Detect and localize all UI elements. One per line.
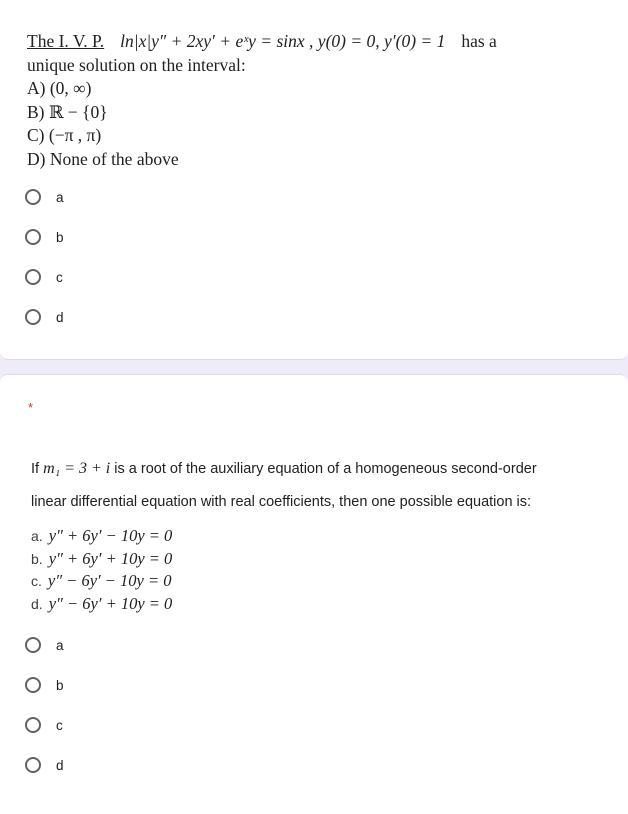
option-label: c [56, 269, 63, 285]
radio-icon[interactable] [25, 189, 41, 205]
choice-letter: d. [31, 595, 43, 612]
radio-icon[interactable] [25, 229, 41, 245]
question-1-line-2: unique solution on the interval: [27, 54, 246, 75]
question-2-option-c[interactable] [25, 714, 63, 736]
question-2-choice-d [31, 593, 172, 616]
radio-icon[interactable] [25, 269, 41, 285]
radio-icon[interactable] [25, 309, 41, 325]
question-1-option-b[interactable] [25, 226, 64, 248]
question-card-1 [0, 0, 628, 360]
question-1-choice-c: C) (−π , π) [27, 125, 102, 145]
question-2-root: m₁ = 3 + i [43, 460, 111, 477]
option-label: b [56, 677, 64, 693]
question-2-choices [31, 525, 172, 615]
question-2-choice-a [31, 525, 172, 548]
question-2-line-1-rest: is a root of the auxiliary equation of a homogeneous second-order [114, 461, 537, 477]
option-label: c [56, 717, 63, 733]
question-1-option-a[interactable] [25, 186, 64, 208]
question-1-option-c[interactable] [25, 266, 63, 288]
question-1-option-d[interactable] [25, 306, 64, 328]
radio-icon[interactable] [25, 637, 41, 653]
option-label: d [56, 309, 64, 325]
question-1-line-1 [27, 30, 617, 54]
question-2-choice-b [31, 548, 172, 571]
radio-icon[interactable] [25, 717, 41, 733]
question-2-line-2: linear differential equation with real coefficients, then one possible equation is: [31, 494, 532, 510]
choice-equation: y″ − 6y′ − 10y = 0 [47, 571, 172, 590]
choice-letter: a. [31, 528, 43, 544]
choice-letter: c. [31, 573, 42, 589]
question-2-option-b[interactable] [25, 674, 64, 696]
question-1-text [27, 30, 617, 171]
question-1-choice-d: D) None of the above [27, 148, 179, 169]
radio-icon[interactable] [25, 757, 41, 773]
question-1-choice-a: A) (0, ∞) [27, 78, 92, 98]
question-2-option-d[interactable] [25, 754, 64, 776]
required-asterisk: * [28, 400, 34, 415]
question-1-prefix: The I. V. P. [27, 31, 105, 51]
option-label: d [56, 757, 64, 773]
question-2-option-a[interactable] [25, 634, 64, 656]
question-2-if: If [31, 461, 40, 477]
choice-equation: y″ + 6y′ − 10y = 0 [48, 526, 173, 545]
choice-letter: b. [31, 550, 43, 567]
question-2-choice-c [31, 570, 172, 593]
option-label: a [56, 637, 64, 653]
question-1-equation: ln|x|y″ + 2xy′ + eˣy = sinx , [120, 31, 314, 51]
question-1-suffix: has a [461, 31, 497, 51]
choice-equation: y″ + 6y′ + 10y = 0 [48, 548, 173, 568]
option-label: b [56, 229, 64, 245]
question-2-line-1 [31, 460, 537, 478]
question-1-choice-b: B) ℝ − {0} [27, 101, 108, 122]
choice-equation: y″ − 6y′ + 10y = 0 [48, 593, 173, 613]
option-label: a [56, 189, 64, 205]
radio-icon[interactable] [25, 677, 41, 693]
question-1-conditions: y(0) = 0, y′(0) = 1 [317, 31, 446, 51]
